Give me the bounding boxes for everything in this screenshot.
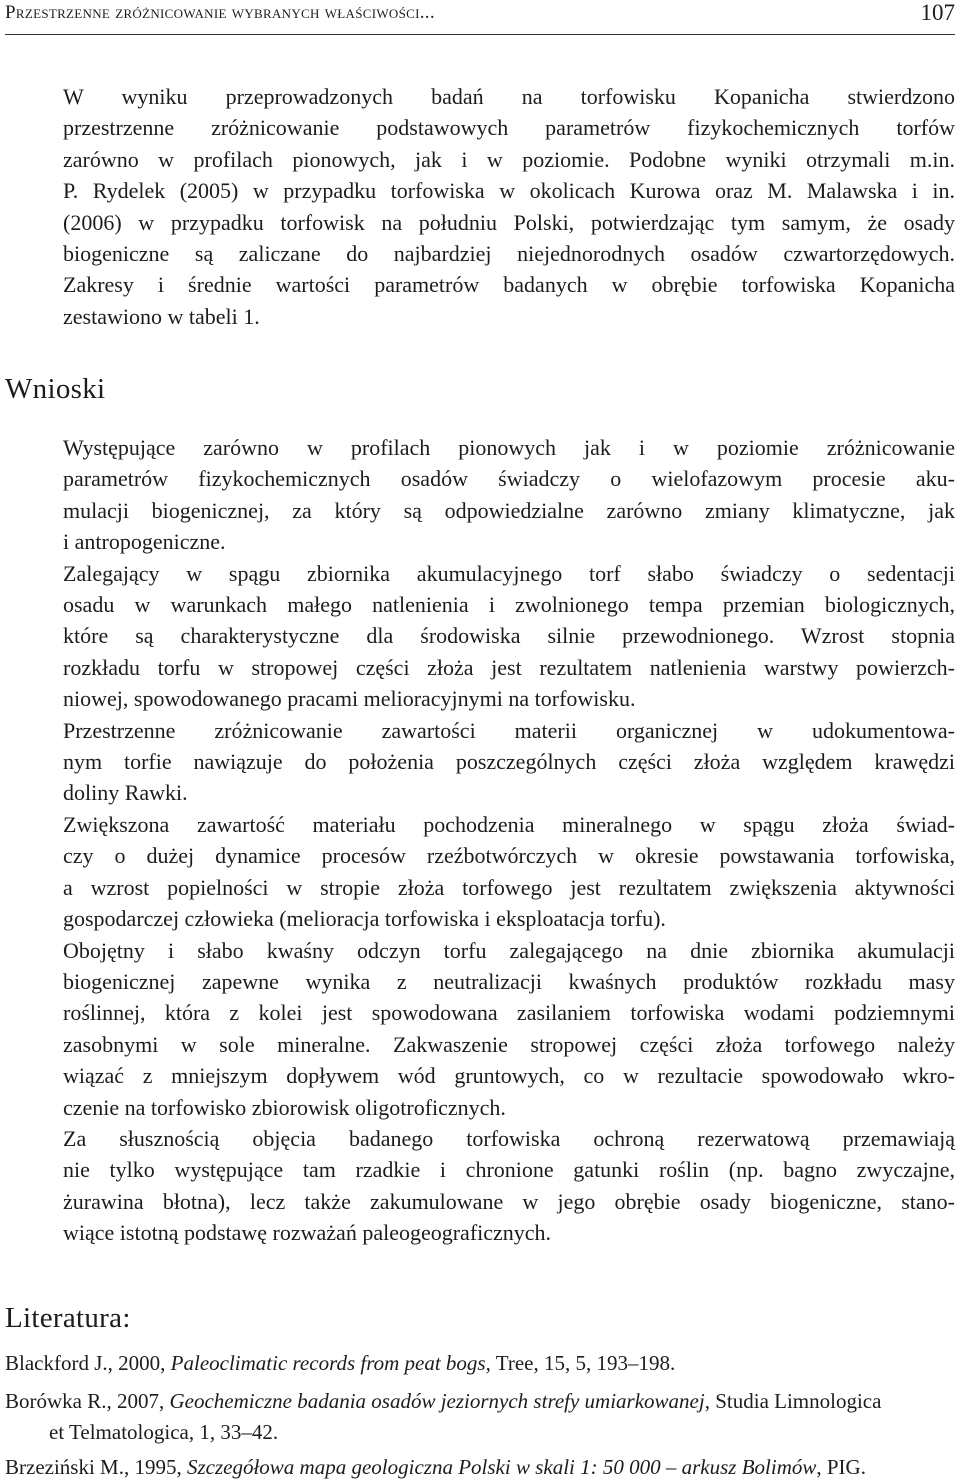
reference-details: , Tree, 15, 5, 193–198. (485, 1351, 676, 1375)
text-line: wiązać z mniejszym dopływem wód gruntowych, co w rezultacie spowodowało wkro- (63, 1063, 955, 1089)
text-line: (2006) w przypadku torfowisk na południu Polski, potwierdzając tym samym, że osady (63, 209, 955, 235)
text-line: Zakresy i średnie wartości parametrów badanych w obrębie torfowiska Kopanicha (63, 272, 955, 298)
reference-continuation: et Telmatologica, 1, 33–42. (49, 1420, 279, 1444)
page-number: 107 (920, 0, 955, 25)
text-line: a wzrost popielności w stropie złoża torfowego jest rezultatem zwiększenia aktywności (63, 874, 955, 900)
conclusion-paragraph-3 (5, 715, 955, 809)
text-line: zasobnymi w sole mineralne. Zakwaszenie stropowej części złoża torfowego należy (63, 1031, 955, 1057)
conclusion-paragraph-5 (5, 935, 955, 1123)
section-heading-wnioski: Wnioski (5, 373, 106, 405)
text-line: W wyniku przeprowadzonych badań na torfowisku Kopanicha stwierdzono (63, 84, 955, 109)
text-line: żurawina błotna), lecz także zakumulowane w jego obrębie osady biogeniczne, stano- (63, 1188, 955, 1214)
text-line: rozkładu torfu w stropowej części złoża jest rezultatem natlenienia warstwy powierzch- (63, 654, 955, 680)
text-line: zestawiono w tabeli 1. (63, 303, 260, 329)
text-line: parametrów fizykochemicznych osadów świadczy o wielofazowym procesie aku- (63, 466, 955, 492)
text-line: biogenicznej zapewne wynika z neutralizacji kwaśnych produktów rozkładu masy (63, 968, 955, 994)
text-line: gospodarczej człowieka (melioracja torfowiska i eksploatacja torfu). (63, 906, 666, 932)
reference-details: , Studia Limnologica (704, 1389, 882, 1413)
text-line: biogeniczne są zaliczane do najbardziej niejednorodnych osadów czwartorzędowych. (63, 241, 955, 267)
reference-title: Paleoclimatic records from peat bogs (170, 1351, 486, 1375)
text-line: roślinnej, która z kolei jest spowodowana zasilaniem torfowiska wodami podziemnymi (63, 1000, 955, 1026)
text-line: niowej, spowodowanego pracami melioracyjnymi na torfowisku. (63, 686, 636, 712)
text-line: czy o dużej dynamice procesów rzeźbotwórczych w okresie powstawania torfowiska, (63, 843, 955, 869)
text-line: Obojętny i słabo kwaśny odczyn torfu zalegającego na dnie zbiornika akumulacji (63, 937, 955, 963)
reference-details: , PIG. (816, 1455, 866, 1479)
running-header (5, 0, 955, 35)
text-line: wiące istotną podstawę rozważań paleogeograficznych. (63, 1220, 552, 1246)
text-line: Za słusznością objęcia badanego torfowiska ochroną rezerwatową przemawiają (63, 1125, 955, 1151)
text-line: Przestrzenne zróżnicowanie zawartości materii organicznej w udokumentowa- (63, 717, 955, 743)
intro-text (5, 81, 955, 332)
text-line: Zalegający w spągu zbiornika akumulacyjnego torf słabo świadczy o sedentacji (63, 560, 955, 586)
text-line: zarówno w profilach pionowych, jak i w poziomie. Podobne wyniki otrzymali m.in. (63, 146, 955, 172)
conclusion-paragraph-1 (5, 432, 955, 558)
section-heading-literatura: Literatura: (5, 1302, 131, 1334)
running-title: Przestrzenne zróżnicowanie wybranych właściwości... (5, 2, 435, 23)
reference-title: Szczegółowa mapa geologiczna Polski w skali 1: 50 000 – arkusz Bolimów (186, 1455, 817, 1479)
intro-paragraph (5, 81, 955, 332)
text-line: nym torfie nawiązuje do położenia poszczególnych części złoża względem krawędzi (63, 749, 955, 775)
conclusions-body (5, 432, 955, 1249)
reference-title: Geochemiczne badania osadów jeziornych strefy umiarkowanej (169, 1389, 705, 1413)
text-line: i antropogeniczne. (63, 529, 226, 555)
text-line: Występujące zarówno w profilach pionowych jak i w poziomie zróżnicowanie (63, 435, 955, 460)
reference-item (5, 1348, 955, 1379)
reference-author: Blackford J., 2000, (5, 1351, 171, 1375)
conclusion-paragraph-6 (5, 1123, 955, 1249)
text-line: przestrzenne zróżnicowanie podstawowych parametrów fizykochemicznych torfów (63, 115, 955, 141)
conclusion-paragraph-2 (5, 558, 955, 715)
reference-item (5, 1452, 955, 1483)
reference-author: Borówka R., 2007, (5, 1389, 170, 1413)
conclusion-paragraph-4 (5, 809, 955, 935)
text-line: doliny Rawki. (63, 780, 188, 806)
text-line: czenie na torfowisko zbiorowisk oligotroficznych. (63, 1094, 506, 1120)
text-line: osadu w warunkach małego natlenienia i zwolnionego tempa przemian biologicznych, (63, 592, 955, 618)
text-line: które są charakterystyczne dla środowiska silnie przewodnionego. Wzrost stopnia (63, 623, 955, 649)
text-line: nie tylko występujące tam rzadkie i chronione gatunki roślin (np. bagno zwyczajne, (63, 1157, 955, 1183)
reference-author: Brzeziński M., 1995, (5, 1455, 187, 1479)
reference-item (5, 1386, 955, 1448)
text-line: Zwiększona zawartość materiału pochodzenia mineralnego w spągu złoża świad- (63, 811, 955, 837)
text-line: P. Rydelek (2005) w przypadku torfowiska w okolicach Kurowa oraz M. Malawska i in. (63, 178, 955, 204)
text-line: mulacji biogenicznej, za który są odpowiedzialne zarówno zmiany klimatyczne, jak (63, 497, 955, 523)
